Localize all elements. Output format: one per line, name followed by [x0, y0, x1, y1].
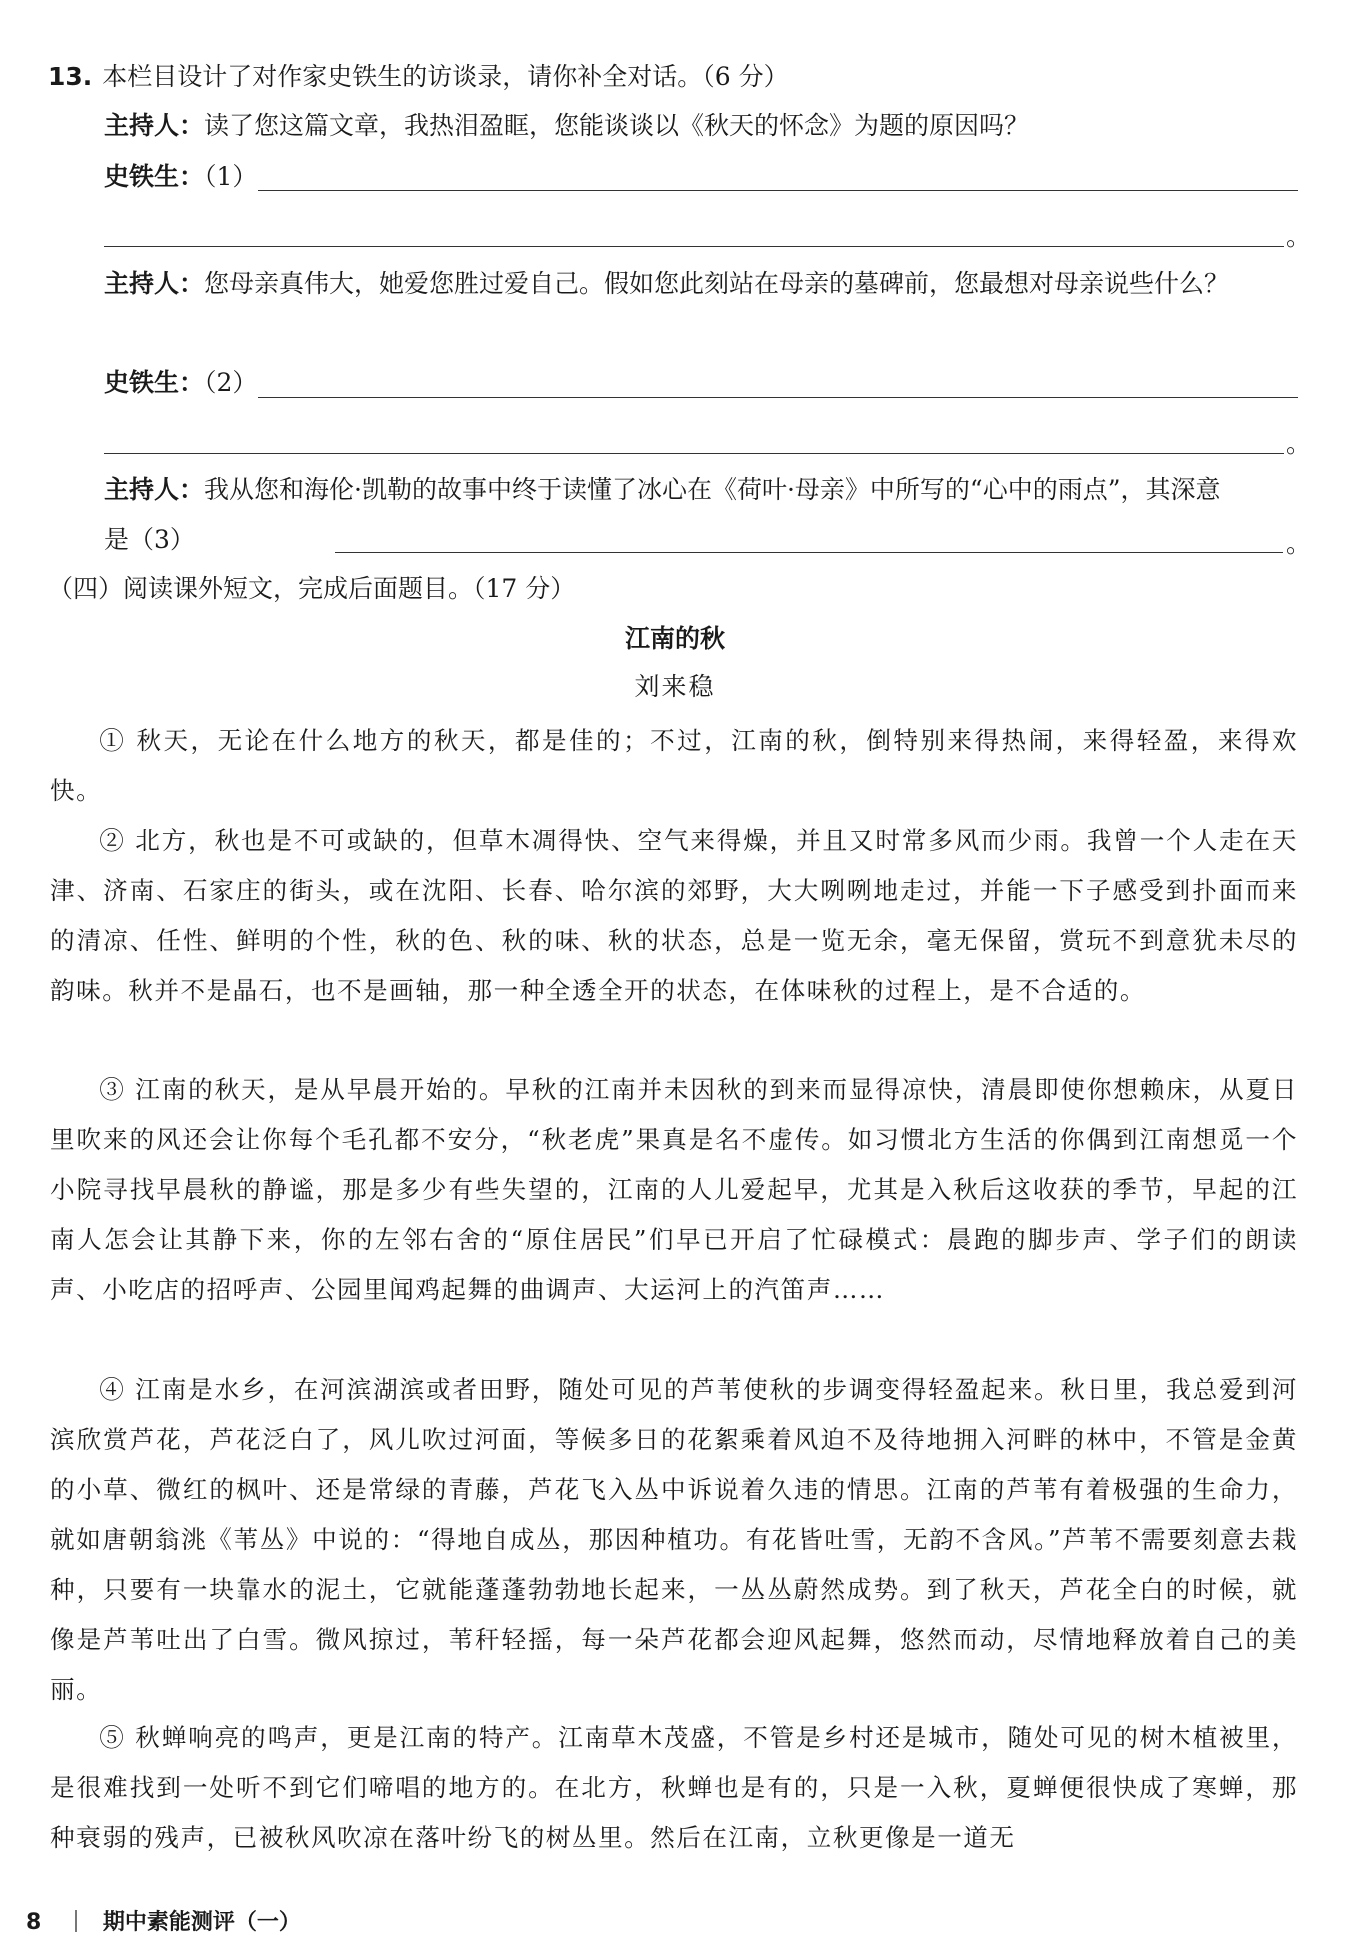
question-number: 13. [48, 62, 93, 91]
footer-divider [75, 1910, 77, 1932]
host-text-1: 读了您这篇文章，我热泪盈眶，您能谈谈以《秋天的怀念》为题的原因吗？ [204, 111, 1030, 140]
paragraph-1: ① 秋天，无论在什么地方的秋天，都是佳的；不过，江南的秋，倒特别来得热闹，来得轻盈，来得欢快。 [50, 726, 1298, 805]
period-2: 。 [1286, 429, 1312, 458]
host-label: 主持人： [104, 269, 205, 298]
answer-line-3[interactable] [335, 552, 1283, 553]
question-13-heading [48, 60, 1298, 94]
host-line-1 [104, 101, 1300, 151]
paragraph-2: ② 北方，秋也是不可或缺的，但草木凋得快、空气来得燥，并且又时常多风而少雨。我曾一个人走在天津、济南、石家庄的街头，或在沈阳、长春、哈尔滨的郊野，大大咧咧地走过，并能一下子感受到扑面而来的清凉、任性、鲜明的个性，秋的色、秋的味、秋的状态，总是一览无余，毫无保留，赏玩不到意犹未尽的韵味。秋并不是晶石，也不是画轴，那一种全透全开的状态，在体味秋的过程上，是不合适的。 [50, 826, 1298, 1005]
page-number: 8 [26, 1910, 42, 1935]
guest-label: 史铁生： [104, 368, 205, 397]
section-heading: （四）阅读课外短文，完成后面题目。（17 分） [48, 574, 576, 603]
answer-line-2b[interactable] [104, 453, 1284, 454]
period-3: 。 [1286, 529, 1312, 558]
paragraph-3: ③ 江南的秋天，是从早晨开始的。早秋的江南并未因秋的到来而显得凉快，清晨即使你想赖床，从夏日里吹来的风还会让你每个毛孔都不安分，“秋老虎”果真是名不虚传。如习惯北方生活的你偶到江南想觅一个小院寻找早晨秋的静谧，那是多少有些失望的，江南的人儿爱起早，尤其是入秋后这收获的季节，早起的江南人怎会让其静下来，你的左邻右舍的“原住居民”们早已开启了忙碌模式：晨跑的脚步声、学子们的朗读声、小吃店的招呼声、公园里闻鸡起舞的曲调声、大运河上的汽笛声…… [50, 1075, 1298, 1304]
host-line-2 [104, 259, 1300, 309]
host-text-2: 您母亲真伟大，她爱您胜过爱自己。假如您此刻站在母亲的墓碑前，您最想对母亲说些什么？ [204, 269, 1230, 298]
blank-label-1: （1） [204, 162, 258, 191]
answer-line-1a[interactable] [258, 190, 1298, 191]
host-label: 主持人： [104, 475, 205, 504]
footer-title: 期中素能测评（一） [102, 1910, 301, 1935]
paragraph-4: ④ 江南是水乡，在河滨湖滨或者田野，随处可见的芦苇使秋的步调变得轻盈起来。秋日里，我总爱到河滨欣赏芦花，芦花泛白了，风儿吹过河面，等候多日的花絮乘着风迫不及待地拥入河畔的林中，不管是金黄的小草、微红的枫叶、还是常绿的青藤，芦花飞入丛中诉说着久违的情思。江南的芦苇有着极强的生命力，就如唐朝翁洮《苇丛》中说的：“得地自成丛，那因种植功。有花皆吐雪，无韵不含风。”芦苇不需要刻意去栽种，只要有一块靠水的泥土，它就能蓬蓬勃勃地长起来，一丛丛蔚然成势。到了秋天，芦花全白的时候，就像是芦苇吐出了白雪。微风掠过，苇秆轻摇，每一朵芦花都会迎风起舞，悠然而动，尽情地释放着自己的美丽。 [50, 1375, 1298, 1704]
guest-line-2 [104, 358, 1300, 408]
answer-line-1b[interactable] [104, 246, 1284, 247]
answer-line-2a[interactable] [258, 397, 1298, 398]
article-title: 江南的秋 [624, 624, 725, 653]
question-text: 本栏目设计了对作家史铁生的访谈录，请你补全对话。（6 分） [102, 62, 789, 91]
guest-label: 史铁生： [104, 162, 205, 191]
guest-line-1 [104, 152, 1300, 202]
period-1: 。 [1286, 222, 1312, 251]
article-author: 刘来稳 [634, 672, 716, 701]
page-footer [26, 1908, 301, 1938]
blank-label-2: （2） [204, 368, 258, 397]
host-text-3: 我从您和海伦·凯勒的故事中终于读懂了冰心在《荷叶·母亲》中所写的“心中的雨点”，其深意是（3） [104, 475, 1221, 554]
host-label: 主持人： [104, 111, 205, 140]
paragraph-5: ⑤ 秋蝉响亮的鸣声，更是江南的特产。江南草木茂盛，不管是乡村还是城市，随处可见的树木植被里，是很难找到一处听不到它们啼唱的地方的。在北方，秋蝉也是有的，只是一入秋，夏蝉便很快成了寒蝉，那种衰弱的残声，已被秋风吹凉在落叶纷飞的树丛里。然后在江南，立秋更像是一道无 [50, 1723, 1298, 1852]
host-line-3 [104, 465, 1234, 565]
